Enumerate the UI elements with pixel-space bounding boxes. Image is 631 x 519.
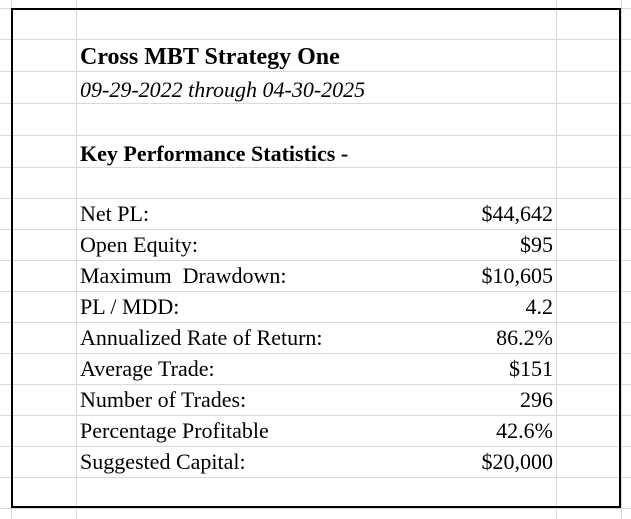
stat-label: Open Equity:	[80, 231, 198, 257]
stat-row-average-trade	[80, 353, 553, 384]
stat-value: $10,605	[481, 262, 553, 288]
stat-value: 4.2	[525, 293, 553, 319]
report-date-range: 09-29-2022 through 04-30-2025	[80, 77, 366, 102]
stat-value: $20,000	[481, 448, 553, 474]
stat-label: Maximum Drawdown:	[80, 262, 287, 288]
stat-row-pl-mdd	[80, 291, 553, 322]
stat-value: $44,642	[481, 200, 553, 226]
stat-value: 42.6%	[496, 417, 553, 443]
section-heading: Key Performance Statistics -	[80, 141, 349, 166]
stat-row-percentage-profitable	[80, 415, 553, 446]
stat-row-suggested-capital	[80, 446, 553, 477]
stat-value: 86.2%	[496, 324, 553, 350]
report-title: Cross MBT Strategy One	[80, 44, 340, 70]
stat-row-net-pl	[80, 198, 553, 229]
stat-row-number-of-trades	[80, 384, 553, 415]
stat-value: $151	[509, 355, 553, 381]
stat-label: Percentage Profitable	[80, 417, 269, 443]
stat-label: Number of Trades:	[80, 386, 247, 412]
stat-value: 296	[520, 386, 553, 412]
stat-row-open-equity	[80, 229, 553, 260]
stat-label: Suggested Capital:	[80, 448, 246, 474]
stat-label: PL / MDD:	[80, 293, 180, 319]
stat-label: Net PL:	[80, 200, 150, 226]
stat-row-annualized-return	[80, 322, 553, 353]
stat-label: Annualized Rate of Return:	[80, 324, 323, 350]
stats-table	[80, 198, 553, 477]
grid-column-line	[621, 0, 622, 519]
stat-label: Average Trade:	[80, 355, 215, 381]
stat-row-maximum-drawdown	[80, 260, 553, 291]
stat-value: $95	[520, 231, 553, 257]
grid-row-line	[0, 508, 631, 509]
